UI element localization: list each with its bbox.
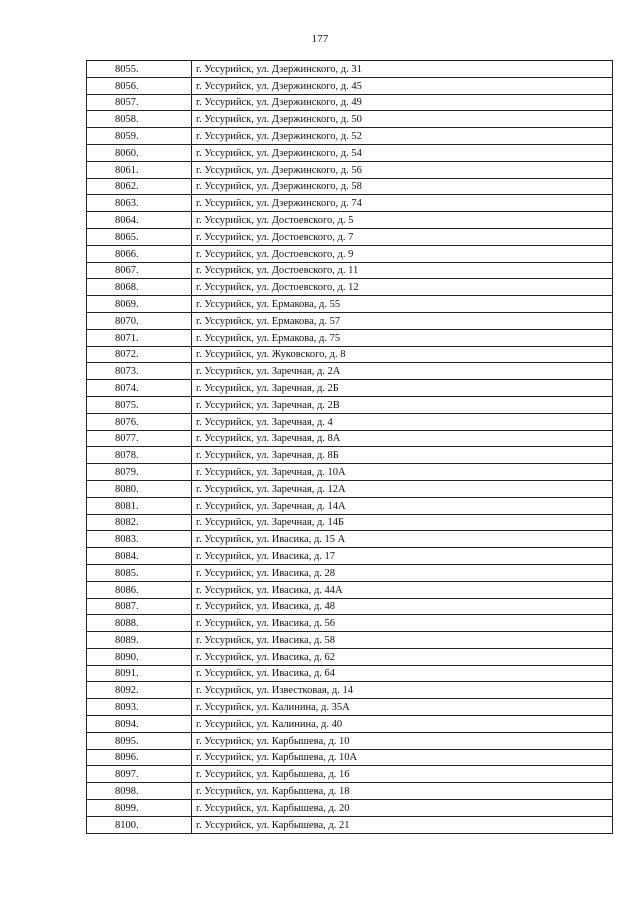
row-number-cell: 8064. xyxy=(87,212,192,229)
address-cell: г. Уссурийск, ул. Заречная, д. 10А xyxy=(192,464,613,481)
table-row xyxy=(87,430,613,447)
table-row xyxy=(87,480,613,497)
row-number-cell: 8090. xyxy=(87,648,192,665)
row-number-cell: 8095. xyxy=(87,732,192,749)
row-number-cell: 8065. xyxy=(87,228,192,245)
address-table-body xyxy=(87,61,613,834)
table-row xyxy=(87,329,613,346)
row-number-cell: 8100. xyxy=(87,816,192,833)
address-cell: г. Уссурийск, ул. Дзержинского, д. 74 xyxy=(192,195,613,212)
table-row xyxy=(87,564,613,581)
address-cell: г. Уссурийск, ул. Достоевского, д. 12 xyxy=(192,279,613,296)
address-cell: г. Уссурийск, ул. Ивасика, д. 58 xyxy=(192,632,613,649)
table-row xyxy=(87,514,613,531)
row-number-cell: 8074. xyxy=(87,380,192,397)
address-cell: г. Уссурийск, ул. Дзержинского, д. 45 xyxy=(192,77,613,94)
address-cell: г. Уссурийск, ул. Калинина, д. 40 xyxy=(192,716,613,733)
table-row xyxy=(87,212,613,229)
table-row xyxy=(87,363,613,380)
address-cell: г. Уссурийск, ул. Заречная, д. 4 xyxy=(192,413,613,430)
table-row xyxy=(87,77,613,94)
row-number-cell: 8088. xyxy=(87,615,192,632)
address-cell: г. Уссурийск, ул. Дзержинского, д. 52 xyxy=(192,128,613,145)
address-cell: г. Уссурийск, ул. Заречная, д. 14А xyxy=(192,497,613,514)
row-number-cell: 8081. xyxy=(87,497,192,514)
address-cell: г. Уссурийск, ул. Дзержинского, д. 56 xyxy=(192,161,613,178)
table-row xyxy=(87,61,613,78)
table-row xyxy=(87,531,613,548)
table-row xyxy=(87,161,613,178)
row-number-cell: 8058. xyxy=(87,111,192,128)
row-number-cell: 8075. xyxy=(87,396,192,413)
table-row xyxy=(87,447,613,464)
row-number-cell: 8063. xyxy=(87,195,192,212)
row-number-cell: 8099. xyxy=(87,800,192,817)
row-number-cell: 8092. xyxy=(87,682,192,699)
table-row xyxy=(87,648,613,665)
address-cell: г. Уссурийск, ул. Ивасика, д. 15 А xyxy=(192,531,613,548)
table-row xyxy=(87,195,613,212)
row-number-cell: 8078. xyxy=(87,447,192,464)
address-cell: г. Уссурийск, ул. Заречная, д. 2В xyxy=(192,396,613,413)
row-number-cell: 8069. xyxy=(87,296,192,313)
row-number-cell: 8068. xyxy=(87,279,192,296)
row-number-cell: 8089. xyxy=(87,632,192,649)
row-number-cell: 8057. xyxy=(87,94,192,111)
row-number-cell: 8098. xyxy=(87,783,192,800)
address-table xyxy=(86,60,613,834)
address-cell: г. Уссурийск, ул. Карбышева, д. 10 xyxy=(192,732,613,749)
row-number-cell: 8060. xyxy=(87,144,192,161)
row-number-cell: 8080. xyxy=(87,480,192,497)
table-row xyxy=(87,682,613,699)
address-cell: г. Уссурийск, ул. Достоевского, д. 5 xyxy=(192,212,613,229)
table-row xyxy=(87,732,613,749)
address-cell: г. Уссурийск, ул. Дзержинского, д. 58 xyxy=(192,178,613,195)
row-number-cell: 8097. xyxy=(87,766,192,783)
row-number-cell: 8076. xyxy=(87,413,192,430)
row-number-cell: 8079. xyxy=(87,464,192,481)
row-number-cell: 8072. xyxy=(87,346,192,363)
table-row xyxy=(87,615,613,632)
address-cell: г. Уссурийск, ул. Дзержинского, д. 49 xyxy=(192,94,613,111)
address-cell: г. Уссурийск, ул. Ивасика, д. 64 xyxy=(192,665,613,682)
row-number-cell: 8055. xyxy=(87,61,192,78)
address-cell: г. Уссурийск, ул. Достоевского, д. 9 xyxy=(192,245,613,262)
table-row xyxy=(87,262,613,279)
row-number-cell: 8061. xyxy=(87,161,192,178)
table-row xyxy=(87,816,613,833)
row-number-cell: 8093. xyxy=(87,699,192,716)
table-row xyxy=(87,178,613,195)
table-row xyxy=(87,279,613,296)
address-cell: г. Уссурийск, ул. Карбышева, д. 21 xyxy=(192,816,613,833)
table-row xyxy=(87,749,613,766)
row-number-cell: 8062. xyxy=(87,178,192,195)
address-cell: г. Уссурийск, ул. Ивасика, д. 17 xyxy=(192,548,613,565)
row-number-cell: 8083. xyxy=(87,531,192,548)
row-number-cell: 8096. xyxy=(87,749,192,766)
row-number-cell: 8082. xyxy=(87,514,192,531)
address-cell: г. Уссурийск, ул. Карбышева, д. 18 xyxy=(192,783,613,800)
address-cell: г. Уссурийск, ул. Ивасика, д. 28 xyxy=(192,564,613,581)
table-row xyxy=(87,245,613,262)
address-cell: г. Уссурийск, ул. Карбышева, д. 20 xyxy=(192,800,613,817)
address-cell: г. Уссурийск, ул. Заречная, д. 2А xyxy=(192,363,613,380)
address-cell: г. Уссурийск, ул. Ивасика, д. 48 xyxy=(192,598,613,615)
table-row xyxy=(87,632,613,649)
address-cell: г. Уссурийск, ул. Дзержинского, д. 31 xyxy=(192,61,613,78)
table-row xyxy=(87,699,613,716)
address-cell: г. Уссурийск, ул. Достоевского, д. 11 xyxy=(192,262,613,279)
address-cell: г. Уссурийск, ул. Ермакова, д. 75 xyxy=(192,329,613,346)
table-row xyxy=(87,111,613,128)
row-number-cell: 8073. xyxy=(87,363,192,380)
row-number-cell: 8077. xyxy=(87,430,192,447)
page-number: 177 xyxy=(311,33,329,45)
table-row xyxy=(87,716,613,733)
row-number-cell: 8066. xyxy=(87,245,192,262)
table-row xyxy=(87,128,613,145)
table-row xyxy=(87,598,613,615)
address-cell: г. Уссурийск, ул. Известковая, д. 14 xyxy=(192,682,613,699)
row-number-cell: 8091. xyxy=(87,665,192,682)
row-number-cell: 8059. xyxy=(87,128,192,145)
row-number-cell: 8085. xyxy=(87,564,192,581)
row-number-cell: 8070. xyxy=(87,312,192,329)
table-row xyxy=(87,783,613,800)
address-cell: г. Уссурийск, ул. Ивасика, д. 44А xyxy=(192,581,613,598)
address-cell: г. Уссурийск, ул. Ивасика, д. 62 xyxy=(192,648,613,665)
address-cell: г. Уссурийск, ул. Заречная, д. 14Б xyxy=(192,514,613,531)
table-row xyxy=(87,800,613,817)
table-row xyxy=(87,497,613,514)
address-cell: г. Уссурийск, ул. Жуковского, д. 8 xyxy=(192,346,613,363)
address-cell: г. Уссурийск, ул. Дзержинского, д. 54 xyxy=(192,144,613,161)
address-cell: г. Уссурийск, ул. Карбышева, д. 10А xyxy=(192,749,613,766)
table-row xyxy=(87,144,613,161)
address-cell: г. Уссурийск, ул. Калинина, д. 35А xyxy=(192,699,613,716)
table-row xyxy=(87,346,613,363)
table-row xyxy=(87,396,613,413)
row-number-cell: 8086. xyxy=(87,581,192,598)
table-row xyxy=(87,464,613,481)
table-row xyxy=(87,94,613,111)
row-number-cell: 8056. xyxy=(87,77,192,94)
row-number-cell: 8094. xyxy=(87,716,192,733)
table-row xyxy=(87,312,613,329)
table-row xyxy=(87,581,613,598)
address-cell: г. Уссурийск, ул. Ивасика, д. 56 xyxy=(192,615,613,632)
address-cell: г. Уссурийск, ул. Ермакова, д. 55 xyxy=(192,296,613,313)
address-cell: г. Уссурийск, ул. Заречная, д. 12А xyxy=(192,480,613,497)
address-cell: г. Уссурийск, ул. Ермакова, д. 57 xyxy=(192,312,613,329)
table-row xyxy=(87,413,613,430)
address-cell: г. Уссурийск, ул. Дзержинского, д. 50 xyxy=(192,111,613,128)
address-cell: г. Уссурийск, ул. Заречная, д. 8А xyxy=(192,430,613,447)
table-row xyxy=(87,766,613,783)
table-row xyxy=(87,228,613,245)
address-cell: г. Уссурийск, ул. Карбышева, д. 16 xyxy=(192,766,613,783)
row-number-cell: 8067. xyxy=(87,262,192,279)
row-number-cell: 8087. xyxy=(87,598,192,615)
address-cell: г. Уссурийск, ул. Достоевского, д. 7 xyxy=(192,228,613,245)
table-row xyxy=(87,380,613,397)
table-row xyxy=(87,296,613,313)
address-cell: г. Уссурийск, ул. Заречная, д. 8Б xyxy=(192,447,613,464)
table-row xyxy=(87,548,613,565)
row-number-cell: 8084. xyxy=(87,548,192,565)
table-row xyxy=(87,665,613,682)
address-cell: г. Уссурийск, ул. Заречная, д. 2Б xyxy=(192,380,613,397)
row-number-cell: 8071. xyxy=(87,329,192,346)
